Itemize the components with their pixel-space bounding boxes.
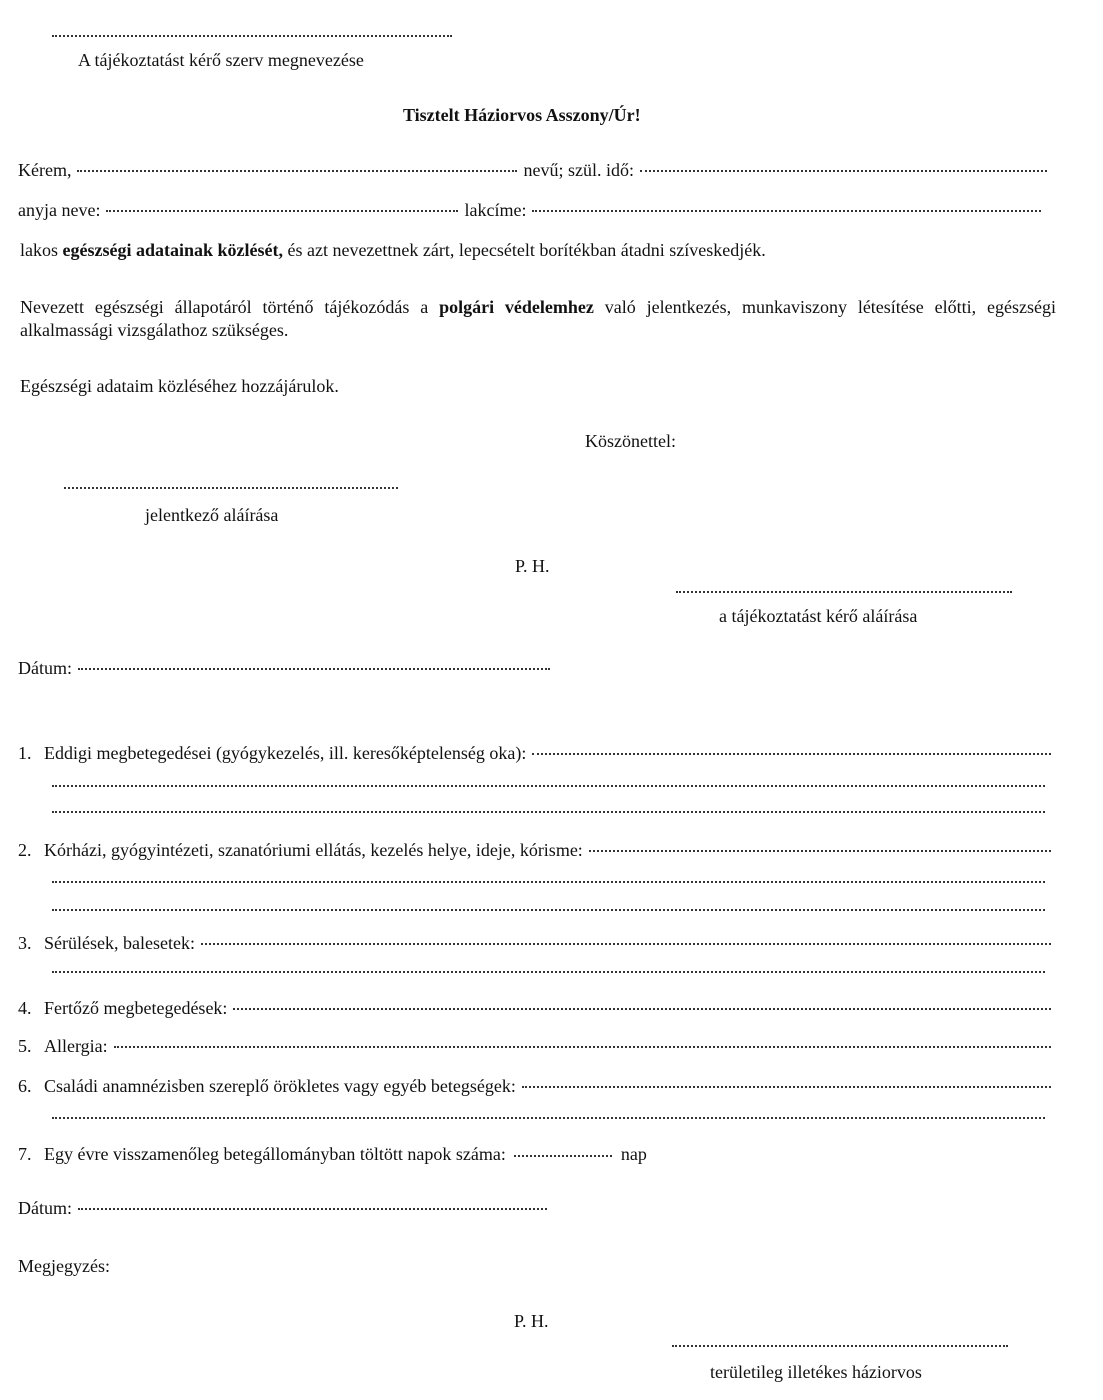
salutation: Tisztelt Háziorvos Asszony/Úr! xyxy=(403,105,641,125)
stamp-label-1: P. H. xyxy=(515,556,550,576)
name-field[interactable] xyxy=(77,169,517,172)
birth-label: nevű; szül. idő: xyxy=(523,160,634,180)
request-text: lakos egészségi adatainak közlését, és azt nevezettnek zárt, lepecsételt borítékban átadni szíveskedjék. xyxy=(20,240,766,260)
item-2-label: Kórházi, gyógyintézeti, szanatóriumi ellátás, kezelés helye, ideje, kórisme: xyxy=(44,840,583,860)
item-7-number: 7. xyxy=(18,1144,32,1164)
mother-row xyxy=(18,200,1041,221)
name-row xyxy=(18,160,1047,181)
request-bold: egészségi adatainak közlését, xyxy=(62,240,283,260)
item-4-number: 4. xyxy=(18,998,32,1018)
date-row-1 xyxy=(18,658,550,679)
date-row-2 xyxy=(18,1198,547,1219)
item-3-row xyxy=(18,933,1051,954)
item-6-number: 6. xyxy=(18,1076,32,1096)
item-6-field[interactable] xyxy=(522,1085,1051,1088)
org-name-label: A tájékoztatást kérő szerv megnevezése xyxy=(78,50,364,70)
item-4-field[interactable] xyxy=(233,1007,1051,1010)
stamp-label-2: P. H. xyxy=(514,1311,549,1331)
address-label: lakcíme: xyxy=(464,200,527,220)
address-field[interactable] xyxy=(532,209,1041,212)
purpose-bold: polgári védelemhez xyxy=(439,297,594,317)
item-6-row xyxy=(18,1076,1051,1097)
item-4-row xyxy=(18,998,1051,1019)
kerem-label: Kérem, xyxy=(18,160,72,180)
item-3-extra-line[interactable] xyxy=(52,970,1045,973)
item-2-field[interactable] xyxy=(589,849,1051,852)
sick-days-field[interactable] xyxy=(514,1154,612,1157)
consent-text: Egészségi adataim közléséhez hozzájárulok. xyxy=(20,376,339,396)
requester-signature-label: a tájékoztatást kérő aláírása xyxy=(719,606,918,626)
item-3-number: 3. xyxy=(18,933,32,953)
applicant-signature-line[interactable] xyxy=(64,486,398,489)
item-1-extra-line-2[interactable] xyxy=(52,810,1045,813)
item-1-row xyxy=(18,743,1051,764)
item-5-row xyxy=(18,1036,1051,1057)
org-name-line[interactable] xyxy=(52,34,452,37)
item-6-label: Családi anamnézisben szereplő örökletes vagy egyéb betegségek: xyxy=(44,1076,516,1096)
date-field-2[interactable] xyxy=(78,1207,547,1210)
thanks-text: Köszönettel: xyxy=(585,431,676,451)
mother-name-field[interactable] xyxy=(106,209,458,212)
item-7-row xyxy=(18,1144,647,1165)
purpose-text: Nevezett egészségi állapotáról történő tájékozódás a polgári védelemhez való jelentkezés, munkaviszony létesítése előtti, egészségi alkalmassági vizsgálathoz szükséges. xyxy=(20,297,1056,340)
item-1-number: 1. xyxy=(18,743,32,763)
date-label-1: Dátum: xyxy=(18,658,72,678)
birth-date-field[interactable] xyxy=(640,169,1047,172)
doctor-signature-line[interactable] xyxy=(672,1344,1008,1347)
item-3-label: Sérülések, balesetek: xyxy=(44,933,195,953)
item-2-extra-line-2[interactable] xyxy=(52,908,1045,911)
applicant-signature-label: jelentkező aláírása xyxy=(145,505,279,525)
item-5-field[interactable] xyxy=(114,1045,1051,1048)
item-1-field[interactable] xyxy=(532,752,1051,755)
item-3-field[interactable] xyxy=(201,942,1051,945)
item-4-label: Fertőző megbetegedések: xyxy=(44,998,228,1018)
item-7-suffix: nap xyxy=(620,1144,647,1164)
item-2-extra-line-1[interactable] xyxy=(52,880,1045,883)
item-1-extra-line-1[interactable] xyxy=(52,784,1045,787)
item-6-extra-line[interactable] xyxy=(52,1116,1045,1119)
item-5-label: Allergia: xyxy=(44,1036,108,1056)
mother-label: anyja neve: xyxy=(18,200,101,220)
item-1-label: Eddigi megbetegedései (gyógykezelés, ill. keresőképtelenség oka): xyxy=(44,743,527,763)
item-7-label: Egy évre visszamenőleg betegállományban töltött napok száma: xyxy=(44,1144,506,1164)
date-label-2: Dátum: xyxy=(18,1198,72,1218)
item-5-number: 5. xyxy=(18,1036,32,1056)
doctor-signature-label: területileg illetékes háziorvos xyxy=(710,1362,922,1382)
item-2-row xyxy=(18,840,1051,861)
notes-label: Megjegyzés: xyxy=(18,1256,110,1276)
date-field-1[interactable] xyxy=(78,667,550,670)
item-2-number: 2. xyxy=(18,840,32,860)
requester-signature-line[interactable] xyxy=(676,590,1012,593)
